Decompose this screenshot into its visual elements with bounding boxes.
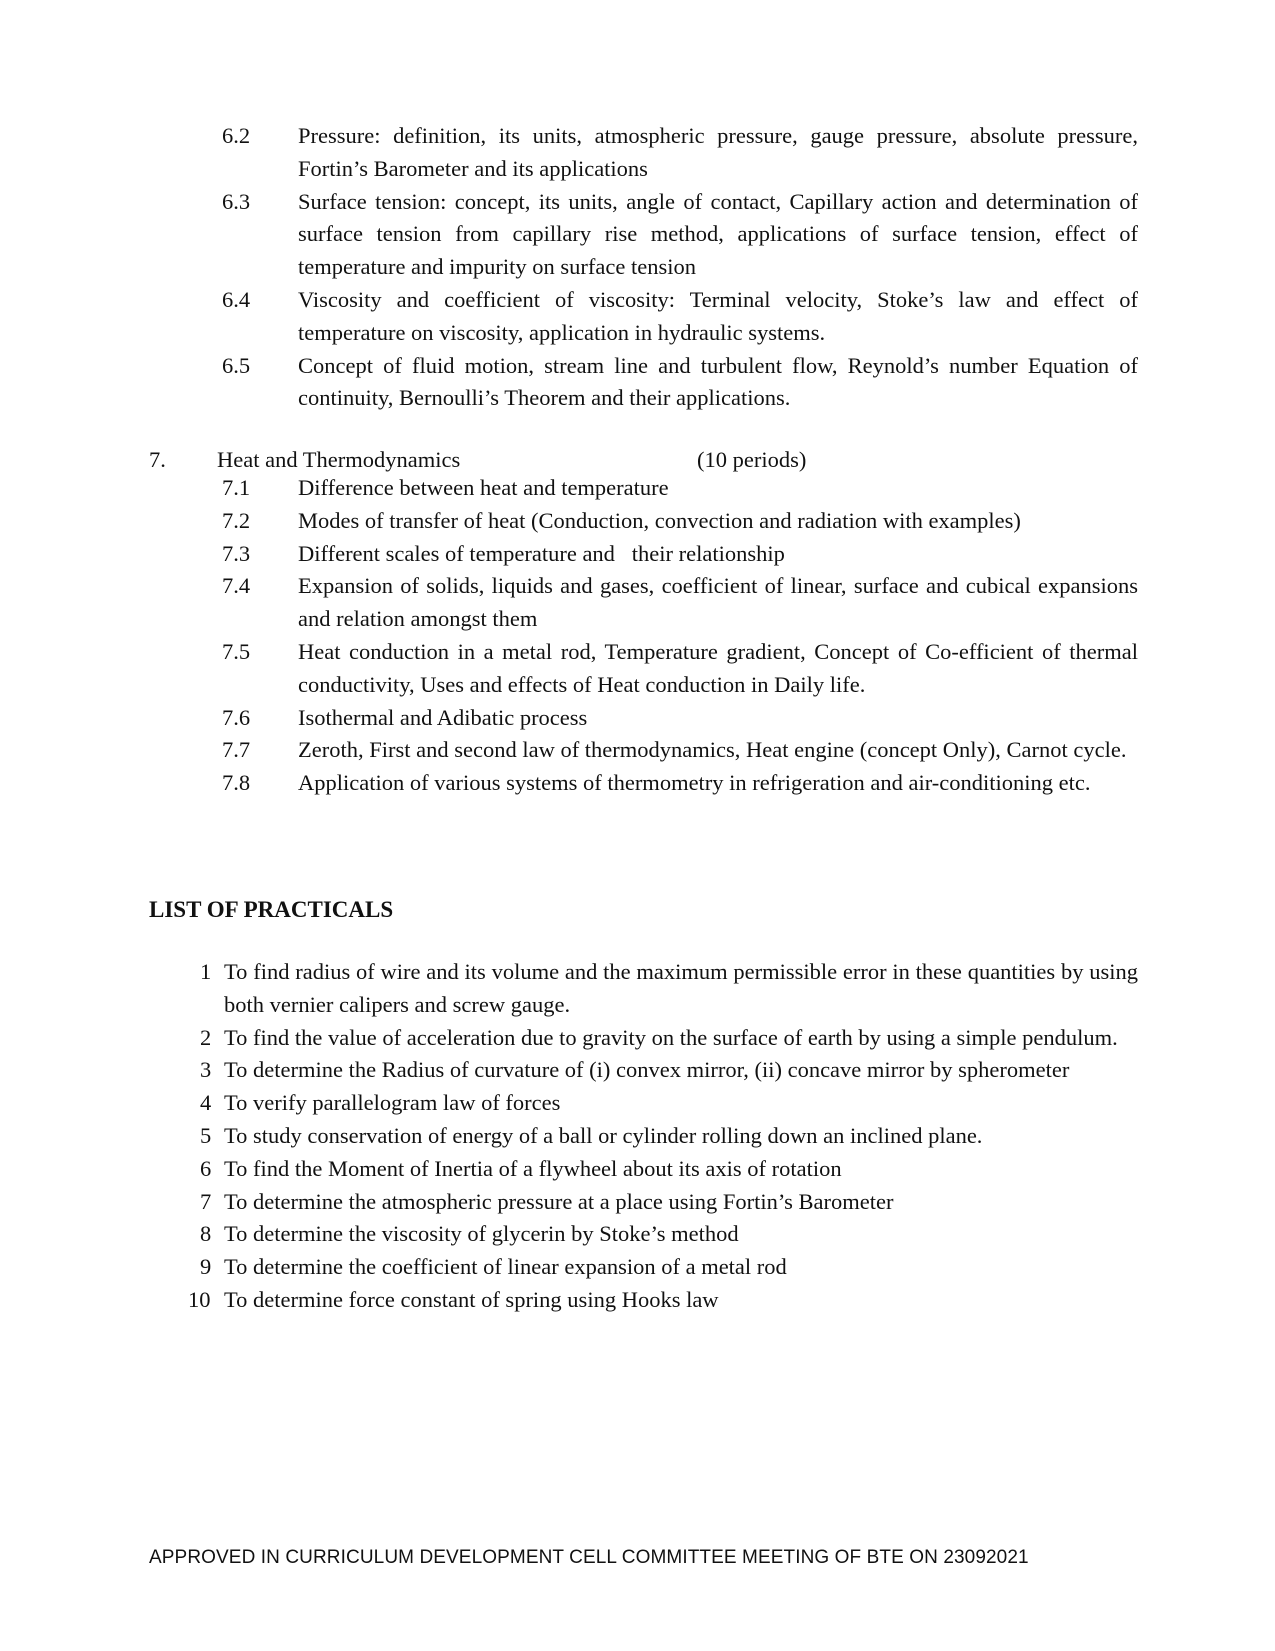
item-text: Pressure: definition, its units, atmospheric pressure, gauge pressure, absolute pressure, Fortin’s Barometer and its applications (298, 123, 1138, 181)
list-item (174, 1087, 1138, 1120)
item-number: 7.2 (222, 507, 251, 533)
item-text: Expansion of solids, liquids and gases, coefficient of linear, surface and cubical expansions and relation amongst them (298, 573, 1138, 632)
section-7-list (222, 472, 1138, 800)
item-text: To find the Moment of Inertia of a flywheel about its axis of rotation (224, 1155, 842, 1181)
list-item (174, 1251, 1138, 1284)
list-item (174, 1022, 1138, 1055)
list-item (222, 284, 1138, 350)
list-item (222, 767, 1138, 800)
list-item (174, 1186, 1138, 1219)
item-number-cell (174, 1153, 224, 1186)
item-text: Modes of transfer of heat (Conduction, convection and radiation with examples) (298, 507, 1021, 533)
list-item (222, 538, 1138, 571)
item-number: 7.8 (222, 770, 251, 796)
item-text: Zeroth, First and second law of thermodynamics, Heat engine (concept Only), Carnot cycle. (298, 737, 1127, 763)
item-number: 7.5 (222, 638, 251, 664)
item-number-cell (174, 1186, 224, 1219)
section-title: Heat and Thermodynamics (217, 447, 461, 472)
list-item (222, 734, 1138, 767)
item-text: To verify parallelogram law of forces (224, 1090, 561, 1116)
item-number: 3 (200, 1057, 212, 1083)
item-number: 6 (200, 1155, 212, 1181)
item-text: To determine the atmospheric pressure at a place using Fortin’s Barometer (224, 1188, 894, 1214)
practicals-heading: LIST OF PRACTICALS (149, 897, 394, 922)
item-number-cell (168, 1284, 218, 1317)
item-number: 7.3 (222, 540, 251, 566)
list-item (222, 350, 1138, 416)
item-text: Concept of fluid motion, stream line and turbulent flow, Reynold’s number Equation of continuity, Bernoulli’s Theorem and their applications. (298, 352, 1138, 411)
list-item (174, 1284, 1138, 1317)
item-number: 2 (200, 1024, 212, 1050)
item-number: 6.2 (222, 123, 251, 148)
item-text: To find the value of acceleration due to gravity on the surface of earth by using a simple pendulum. (224, 1024, 1118, 1050)
item-text: To determine the Radius of curvature of (i) convex mirror, (ii) concave mirror by spherometer (224, 1057, 1070, 1083)
item-text: Different scales of temperature and their relationship (298, 540, 785, 566)
list-item (222, 505, 1138, 538)
item-number: 7.4 (222, 573, 251, 599)
list-item (174, 1120, 1138, 1153)
item-number: 10 (188, 1286, 211, 1312)
practicals-list (174, 956, 1138, 1317)
list-item (174, 1153, 1138, 1186)
item-number: 5 (200, 1122, 212, 1148)
item-text: To determine force constant of spring using Hooks law (224, 1286, 719, 1312)
item-number-cell (174, 956, 224, 989)
section-periods: (10 periods) (697, 447, 807, 472)
approval-footer: APPROVED IN CURRICULUM DEVELOPMENT CELL COMMITTEE MEETING OF BTE ON 23092021 (149, 1547, 1029, 1568)
list-item (222, 186, 1138, 284)
item-number: 9 (200, 1254, 212, 1280)
item-number-cell (174, 1054, 224, 1087)
item-number: 6.4 (222, 286, 251, 312)
item-text: Heat conduction in a metal rod, Temperature gradient, Concept of Co-efficient of thermal conductivity, Uses and effects of Heat conduction in Daily life. (298, 638, 1138, 697)
item-text: Isothermal and Adibatic process (298, 704, 588, 730)
item-number-cell (174, 1218, 224, 1251)
item-text: To determine the coefficient of linear expansion of a metal rod (224, 1254, 787, 1280)
item-text: To find radius of wire and its volume and the maximum permissible error in these quantities by using both vernier calipers and screw gauge. (224, 959, 1138, 1017)
item-number: 7.1 (222, 475, 251, 500)
list-item (222, 472, 1138, 505)
list-item (174, 1054, 1138, 1087)
item-number: 4 (200, 1090, 212, 1116)
item-text: To study conservation of energy of a ball or cylinder rolling down an inclined plane. (224, 1122, 983, 1148)
item-text: Difference between heat and temperature (298, 475, 669, 500)
list-item (222, 702, 1138, 735)
item-number: 7.7 (222, 737, 251, 763)
item-text: Surface tension: concept, its units, angle of contact, Capillary action and determination of surface tension from capillary rise method, applications of surface tension, effect of temperature and impurity on surface tension (298, 188, 1138, 280)
item-number-cell (174, 1120, 224, 1153)
item-number: 6.3 (222, 188, 251, 214)
item-text: Viscosity and coefficient of viscosity: Terminal velocity, Stoke’s law and effect of temperature on viscosity, application in hydraulic systems. (298, 286, 1138, 345)
item-number-cell (174, 1251, 224, 1284)
item-text: Application of various systems of thermometry in refrigeration and air-conditioning etc. (298, 770, 1091, 796)
list-item (174, 956, 1138, 1022)
section-number: 7. (149, 447, 166, 472)
list-item (222, 120, 1138, 186)
item-number: 1 (200, 959, 212, 984)
item-number: 8 (200, 1221, 212, 1247)
item-text: To determine the viscosity of glycerin by Stoke’s method (224, 1221, 739, 1247)
item-number-cell (174, 1087, 224, 1120)
list-item (174, 1218, 1138, 1251)
section-6-list (222, 120, 1138, 415)
item-number: 6.5 (222, 352, 251, 378)
list-item (222, 570, 1138, 636)
item-number-cell (174, 1022, 224, 1055)
list-item (222, 636, 1138, 702)
item-number: 7 (200, 1188, 212, 1214)
item-number: 7.6 (222, 704, 251, 730)
